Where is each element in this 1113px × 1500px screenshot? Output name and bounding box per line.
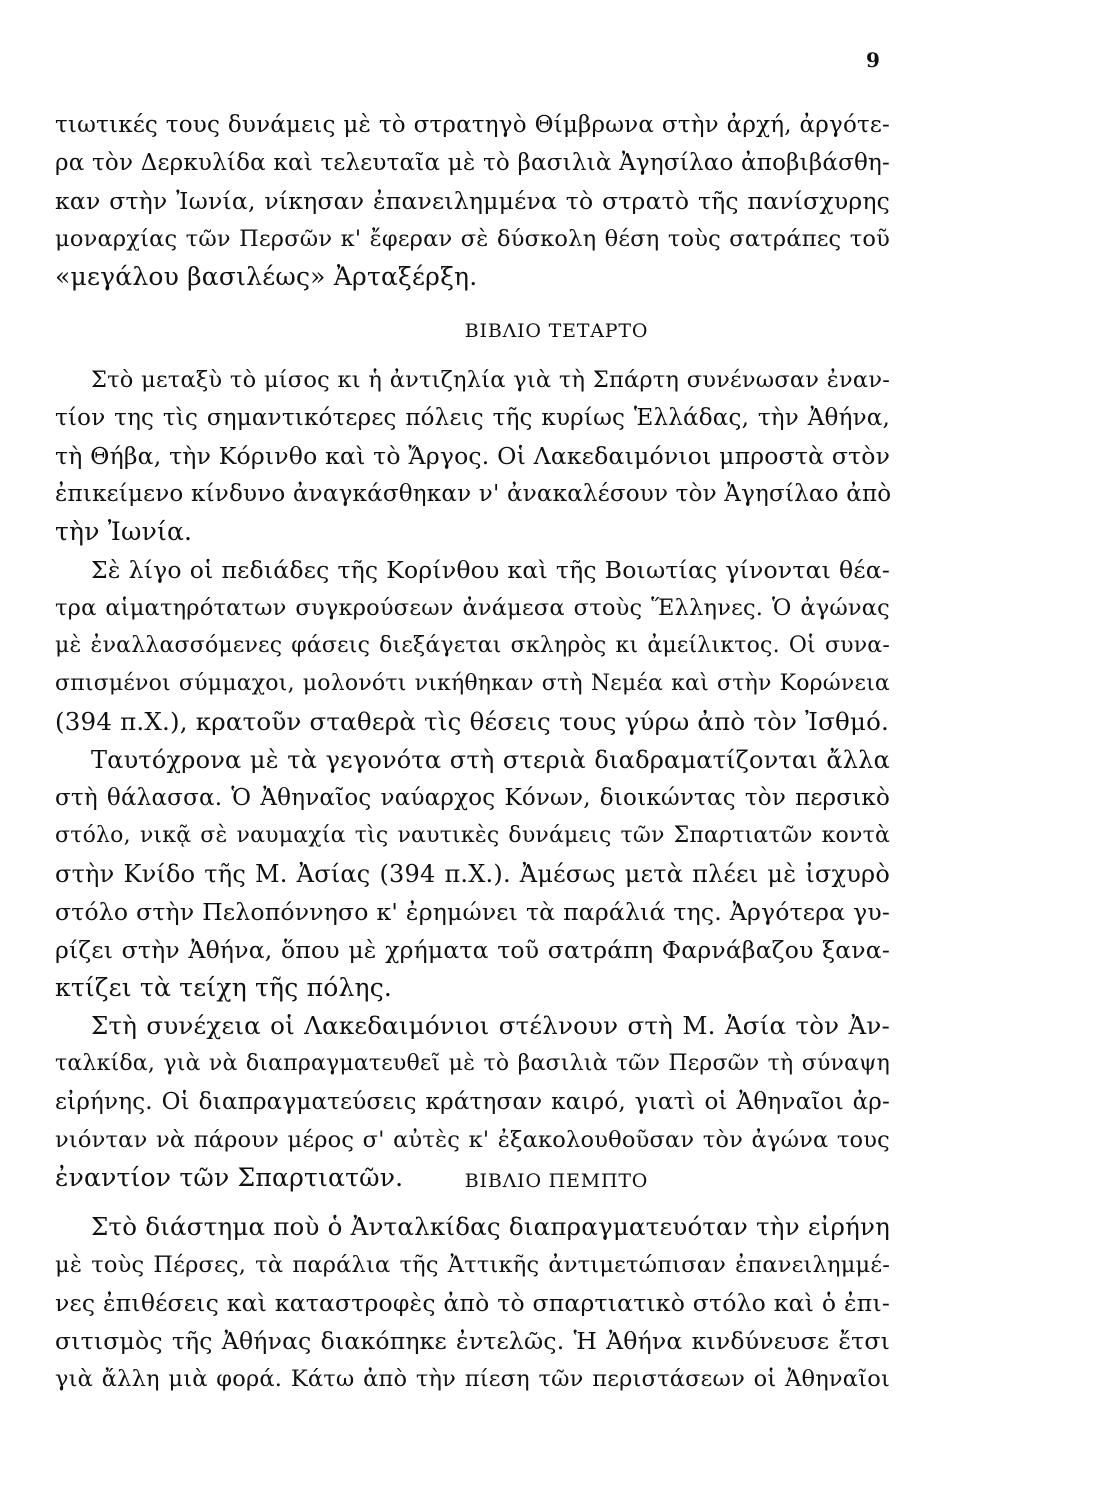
text-line: τρα αἱματηρότατων συγκρούσεων ἀνάμεσα στοὺς Ἕλληνες. Ὁ ἀγώνας [55,595,890,621]
text-line: στόλο, νικᾷ σὲ ναυμαχία τὶς ναυτικὲς δυνάμεις τῶν Σπαρτιατῶν κοντὰ [55,823,890,848]
section-heading-book-five: ΒΙΒΛΙΟ ΠΕΜΠΤΟ [464,1170,649,1192]
text-line: στὴν Κνίδο τῆς Μ. Ἀσίας (394 π.Χ.). Ἀμέσως μετὰ πλέει μὲ ἰσχυρὸ [55,860,890,888]
section-heading-book-four: ΒΙΒΛΙΟ ΤΕΤΑΡΤΟ [464,320,649,342]
text-line: σιτισμὸς τῆς Ἀθήνας διακόπηκε ἐντελῶς. Ἡ Ἀθήνα κινδύνευσε ἔτσι [55,1327,890,1355]
text-line: στὴ θάλασσα. Ὁ Ἀθηναῖος ναύαρχος Κόνων, διοικώντας τὸν περσικὸ [55,785,890,811]
book-five-text [55,1208,890,1398]
text-line: τιωτικές τους δυνάμεις μὲ τὸ στρατηγὸ Θίμβρωνα στὴν ἀρχή, ἀργότε- [55,112,890,138]
text-line: Στὸ μεταξὺ τὸ μίσος κι ἡ ἀντιζηλία γιὰ τὴ Σπάρτη συνένωσαν ἐναν- [91,367,890,393]
text-line: (394 π.Χ.), κρατοῦν σταθερὰ τὶς θέσεις τους γύρω ἀπὸ τὸν Ἰσθμό. [55,707,890,736]
text-line: καν στὴν Ἰωνία, νίκησαν ἐπανειλημμένα τὸ στρατὸ τῆς πανίσχυρης [55,187,890,215]
text-line: Στὴ συνέχεια οἱ Λακεδαιμόνιοι στέλνουν στὴ Μ. Ἀσία τὸν Ἀν- [91,1011,890,1040]
text-line: κτίζει τὰ τείχη τῆς πόλης. [55,973,393,1002]
text-line: Ταυτόχρονα μὲ τὰ γεγονότα στὴ στεριὰ διαδραματίζονται ἄλλα [91,746,890,774]
text-line: «μεγάλου βασιλέως» Ἀρταξέρξη. [55,262,478,291]
text-line: ρίζει στὴν Ἀθήνα, ὅπου μὲ χρήματα τοῦ σατράπη Φαρνάβαζου ξανα- [55,936,890,964]
text-line: μὲ ἐναλλασσόμενες φάσεις διεξάγεται σκληρὸς κι ἀμείλικτος. Οἱ συνα- [55,633,890,658]
text-line: μοναρχίας τῶν Περσῶν κ' ἔφεραν σὲ δύσκολη θέση τοὺς σατράπες τοῦ [55,226,890,252]
text-line: εἰρήνης. Οἱ διαπραγματεύσεις κράτησαν καιρό, γιατὶ οἱ Ἀθηναῖοι ἀρ- [55,1089,890,1115]
text-line: τὴ Θήβα, τὴν Κόρινθο καὶ τὸ Ἄργος. Οἱ Λακεδαιμόνιοι μπροστὰ στὸν [55,442,891,470]
text-line: ἐπικείμενο κίνδυνο ἀναγκάσθηκαν ν' ἀνακαλέσουν τὸν Ἀγησίλαο ἀπὸ [55,481,892,507]
page-number: 9 [866,48,880,72]
text-line: τίον της τὶς σημαντικότερες πόλεις τῆς κυρίως Ἑλλάδας, τὴν Ἀθήνα, [55,405,890,431]
text-line: σπισμένοι σύμμαχοι, μολονότι νικήθηκαν στὴ Νεμέα καὶ στὴν Κορώνεια [55,671,890,696]
text-line: στόλο στὴν Πελοπόννησο κ' ἐρημώνει τὰ παράλιά της. Ἀργότερα γυ- [55,898,890,926]
text-line: ἐναντίον τῶν Σπαρτιατῶν. [55,1163,404,1192]
intro-paragraph [55,106,890,296]
text-line: νιόνταν νὰ πάρουν μέρος σ' αὐτὲς κ' ἐξακολουθοῦσαν τὸν ἀγώνα τους [55,1127,890,1153]
text-line: μὲ τοὺς Πέρσες, τὰ παράλια τῆς Ἀττικῆς ἀντιμετώπισαν ἐπανειλημμέ- [55,1252,890,1278]
text-line: τὴν Ἰωνία. [55,517,193,546]
text-line: Σὲ λίγο οἱ πεδιάδες τῆς Κορίνθου καὶ τῆς Βοιωτίας γίνονται θέα- [91,556,890,584]
book-four-text [55,361,890,1197]
text-line: Στὸ διάστημα ποὺ ὁ Ἀνταλκίδας διαπραγματευόταν τὴν εἰρήνη [91,1212,890,1241]
text-line: νες ἐπιθέσεις καὶ καταστροφὲς ἀπὸ τὸ σπαρτιατικὸ στόλο καὶ ὁ ἐπι- [55,1289,890,1317]
text-line: γιὰ ἄλλη μιὰ φορά. Κάτω ἀπὸ τὴν πίεση τῶν περιστάσεων οἱ Ἀθηναῖοι [55,1366,890,1392]
text-line: ταλκίδα, γιὰ νὰ διαπραγματευθεῖ μὲ τὸ βασιλιὰ τῶν Περσῶν τὴ σύναψη [55,1051,890,1076]
text-line: ρα τὸν Δερκυλίδα καὶ τελευταῖα μὲ τὸ βασιλιὰ Ἀγησίλαο ἀποβιβάσθη- [55,150,890,176]
